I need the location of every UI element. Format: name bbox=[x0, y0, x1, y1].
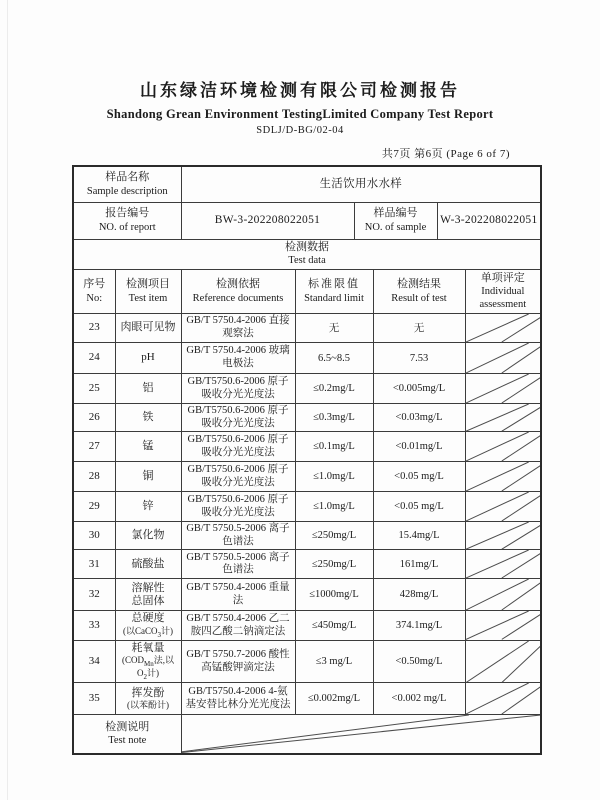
cell-reference: GB/T5750.6-2006 原子吸收分光光度法 bbox=[181, 462, 295, 492]
cell-result: 15.4mg/L bbox=[373, 522, 465, 550]
col-header-limit bbox=[295, 269, 373, 314]
item-name: 肉眼可见物 bbox=[120, 321, 176, 334]
diagonal-slash-icon bbox=[466, 522, 541, 549]
report-title-cn: 山东绿洁环境检测有限公司检测报告 bbox=[140, 81, 460, 100]
cell-result: 7.53 bbox=[373, 343, 465, 374]
diagonal-slash-icon bbox=[466, 314, 541, 342]
section-title bbox=[73, 239, 541, 269]
note-label-cn: 检测说明 bbox=[105, 720, 150, 733]
cell-result: 161mg/L bbox=[373, 550, 465, 579]
cell-assessment bbox=[465, 432, 541, 462]
table-row bbox=[73, 314, 541, 343]
table-row bbox=[73, 522, 541, 550]
section-title-en: Test data bbox=[288, 255, 326, 267]
col-header-assessment-cn: 单项评定 bbox=[480, 271, 525, 284]
cell-item bbox=[115, 462, 181, 492]
cell-limit: ≤1.0mg/L bbox=[295, 492, 373, 522]
col-header-item-en: Test item bbox=[128, 292, 168, 304]
col-header-item bbox=[115, 269, 181, 314]
cell-assessment bbox=[465, 492, 541, 522]
item-name: 溶解性 bbox=[131, 581, 165, 594]
item-qualifier-sub: 2 bbox=[143, 673, 147, 681]
table-row bbox=[73, 432, 541, 462]
cell-result: <0.03mg/L bbox=[373, 404, 465, 432]
table-row bbox=[73, 404, 541, 432]
cell-reference: GB/T 5750.5-2006 离子色谱法 bbox=[181, 522, 295, 550]
item-name: 挥发酚 bbox=[131, 686, 165, 699]
col-header-assessment bbox=[465, 269, 541, 314]
cell-result: <0.002 mg/L bbox=[373, 683, 465, 715]
report-no-label bbox=[73, 202, 181, 239]
diagonal-slash-icon bbox=[466, 641, 541, 683]
cell-limit: ≤1.0mg/L bbox=[295, 462, 373, 492]
cell-assessment bbox=[465, 640, 541, 683]
item-name: pH bbox=[141, 351, 155, 364]
table-row bbox=[73, 166, 541, 202]
diagonal-slash-icon bbox=[466, 579, 541, 610]
table-row bbox=[73, 374, 541, 404]
note-label-en: Test note bbox=[108, 735, 147, 747]
item-qualifier-text: 计) bbox=[147, 668, 159, 679]
cell-item bbox=[115, 492, 181, 522]
table-row bbox=[73, 683, 541, 715]
cell-result: 374.1mg/L bbox=[373, 611, 465, 640]
cell-no: 28 bbox=[73, 462, 115, 492]
diagonal-slash-icon bbox=[466, 550, 541, 578]
cell-limit: 6.5~8.5 bbox=[295, 343, 373, 374]
page-number-info: 共7页 第6页 (Page 6 of 7) bbox=[381, 148, 510, 160]
diagonal-slash-icon bbox=[466, 683, 541, 714]
item-qualifier bbox=[118, 626, 179, 639]
cell-item bbox=[115, 579, 181, 611]
cell-item bbox=[115, 314, 181, 343]
sample-no-value: W-3-202208022051 bbox=[437, 202, 541, 239]
item-qualifier-text: (COD bbox=[121, 655, 144, 666]
cell-reference: GB/T5750.6-2006 原子吸收分光光度法 bbox=[181, 374, 295, 404]
col-header-result-en: Result of test bbox=[391, 292, 447, 304]
cell-no: 30 bbox=[73, 522, 115, 550]
item-qualifier-sub: Mn bbox=[143, 659, 154, 668]
test-report-table bbox=[72, 165, 542, 755]
item-name: 铁 bbox=[142, 411, 154, 424]
cell-item bbox=[115, 374, 181, 404]
col-header-limit-cn: 标准限值 bbox=[308, 278, 360, 291]
col-header-reference-en: Reference documents bbox=[192, 292, 284, 304]
item-qualifier-text: 以O bbox=[137, 655, 174, 679]
table-row bbox=[73, 202, 541, 239]
col-header-assessment-en: Individual assessment bbox=[479, 285, 527, 311]
col-header-limit-en: Standard limit bbox=[304, 292, 364, 304]
table-row bbox=[73, 492, 541, 522]
cell-limit: ≤0.002mg/L bbox=[295, 683, 373, 715]
table-row bbox=[73, 239, 541, 269]
cell-assessment bbox=[465, 462, 541, 492]
sample-no-label bbox=[354, 202, 437, 239]
col-header-reference bbox=[181, 269, 295, 314]
col-header-result-cn: 检测结果 bbox=[397, 278, 441, 291]
diagonal-slash-icon bbox=[182, 715, 541, 753]
item-name-line2: 总固体 bbox=[131, 594, 165, 607]
report-no-label-cn: 报告编号 bbox=[105, 207, 150, 220]
note-label bbox=[73, 715, 181, 754]
sample-name-label-en: Sample description bbox=[86, 185, 168, 197]
cell-assessment bbox=[465, 522, 541, 550]
cell-limit: ≤3 mg/L bbox=[295, 640, 373, 683]
item-name: 锌 bbox=[142, 500, 154, 513]
cell-limit: 无 bbox=[295, 314, 373, 343]
cell-no: 34 bbox=[73, 640, 115, 683]
item-name: 硫酸盐 bbox=[131, 557, 165, 570]
cell-item bbox=[115, 550, 181, 579]
item-name: 氯化物 bbox=[131, 529, 165, 542]
cell-assessment bbox=[465, 683, 541, 715]
cell-assessment bbox=[465, 343, 541, 374]
cell-limit: ≤250mg/L bbox=[295, 550, 373, 579]
cell-item bbox=[115, 522, 181, 550]
cell-assessment bbox=[465, 611, 541, 640]
cell-reference: GB/T 5750.4-2006 重量法 bbox=[181, 579, 295, 611]
table-row bbox=[73, 611, 541, 640]
cell-item bbox=[115, 611, 181, 640]
cell-result: 无 bbox=[373, 314, 465, 343]
scan-page-edge bbox=[7, 0, 8, 800]
cell-reference: GB/T 5750.5-2006 离子色谱法 bbox=[181, 550, 295, 579]
cell-item bbox=[115, 683, 181, 715]
cell-item bbox=[115, 404, 181, 432]
cell-reference: GB/T5750.6-2006 原子吸收分光光度法 bbox=[181, 492, 295, 522]
table-row bbox=[73, 550, 541, 579]
cell-no: 23 bbox=[73, 314, 115, 343]
cell-item bbox=[115, 432, 181, 462]
table-header-row bbox=[73, 269, 541, 314]
diagonal-slash-icon bbox=[466, 404, 541, 431]
cell-limit: ≤0.1mg/L bbox=[295, 432, 373, 462]
cell-no: 35 bbox=[73, 683, 115, 715]
cell-limit: ≤250mg/L bbox=[295, 522, 373, 550]
cell-no: 26 bbox=[73, 404, 115, 432]
col-header-result bbox=[373, 269, 465, 314]
sample-name-label bbox=[73, 166, 181, 202]
item-qualifier-sub: 3 bbox=[157, 630, 161, 639]
diagonal-slash-icon bbox=[466, 343, 541, 373]
cell-item bbox=[115, 343, 181, 374]
item-qualifier bbox=[118, 655, 179, 681]
cell-no: 32 bbox=[73, 579, 115, 611]
report-no-value: BW-3-202208022051 bbox=[181, 202, 354, 239]
cell-reference: GB/T 5750.4-2006 玻璃电极法 bbox=[181, 343, 295, 374]
col-header-reference-cn: 检测依据 bbox=[216, 278, 260, 291]
table-row bbox=[73, 462, 541, 492]
col-header-no bbox=[73, 269, 115, 314]
cell-no: 24 bbox=[73, 343, 115, 374]
cell-result: 428mg/L bbox=[373, 579, 465, 611]
cell-reference: GB/T 5750.4-2006 直接观察法 bbox=[181, 314, 295, 343]
cell-assessment bbox=[465, 550, 541, 579]
report-no-label-en: NO. of report bbox=[98, 221, 156, 233]
cell-assessment bbox=[465, 579, 541, 611]
cell-no: 25 bbox=[73, 374, 115, 404]
item-name: 耗氧量 bbox=[131, 641, 165, 654]
cell-result: <0.05 mg/L bbox=[373, 462, 465, 492]
table-row bbox=[73, 579, 541, 611]
cell-result: <0.005mg/L bbox=[373, 374, 465, 404]
section-title-cn: 检测数据 bbox=[285, 240, 330, 253]
item-qualifier: (以苯酚计) bbox=[127, 700, 169, 711]
diagonal-slash-icon bbox=[466, 374, 541, 403]
sample-name-value: 生活饮用水水样 bbox=[181, 166, 541, 202]
cell-no: 33 bbox=[73, 611, 115, 640]
cell-result: <0.01mg/L bbox=[373, 432, 465, 462]
cell-assessment bbox=[465, 404, 541, 432]
cell-limit: ≤0.3mg/L bbox=[295, 404, 373, 432]
cell-reference: GB/T 5750.7-2006 酸性高锰酸钾滴定法 bbox=[181, 640, 295, 683]
cell-no: 27 bbox=[73, 432, 115, 462]
diagonal-slash-icon bbox=[466, 462, 541, 491]
doc-code: SDLJ/D-BG/02-04 bbox=[256, 125, 344, 136]
cell-reference: GB/T5750.4-2006 4-氨基安替比林分光光度法 bbox=[181, 683, 295, 715]
item-name: 铝 bbox=[142, 381, 154, 394]
cell-item bbox=[115, 640, 181, 683]
cell-reference: GB/T 5750.4-2006 乙二胺四乙酸二钠滴定法 bbox=[181, 611, 295, 640]
cell-limit: ≤0.2mg/L bbox=[295, 374, 373, 404]
item-name: 锰 bbox=[142, 440, 154, 453]
item-qualifier-text: (以CaCO bbox=[123, 625, 158, 636]
sample-no-label-cn: 样品编号 bbox=[373, 207, 418, 220]
item-qualifier-text: 计) bbox=[161, 625, 173, 636]
cell-assessment bbox=[465, 374, 541, 404]
col-header-no-cn: 序号 bbox=[83, 278, 106, 291]
diagonal-slash-icon bbox=[466, 432, 541, 461]
diagonal-slash-icon bbox=[466, 611, 541, 639]
cell-result: <0.05 mg/L bbox=[373, 492, 465, 522]
cell-reference: GB/T5750.6-2006 原子吸收分光光度法 bbox=[181, 404, 295, 432]
table-row bbox=[73, 640, 541, 683]
col-header-no-en: No: bbox=[86, 292, 103, 304]
cell-limit: ≤450mg/L bbox=[295, 611, 373, 640]
col-header-item-cn: 检测项目 bbox=[126, 278, 170, 291]
item-name: 铜 bbox=[142, 470, 154, 483]
table-row bbox=[73, 343, 541, 374]
sample-no-label-en: NO. of sample bbox=[364, 221, 427, 233]
cell-no: 31 bbox=[73, 550, 115, 579]
diagonal-slash-icon bbox=[466, 492, 541, 521]
note-cell bbox=[181, 715, 541, 754]
item-name: 总硬度 bbox=[131, 612, 165, 625]
cell-result: <0.50mg/L bbox=[373, 640, 465, 683]
cell-no: 29 bbox=[73, 492, 115, 522]
table-row bbox=[73, 715, 541, 754]
report-title-en: Shandong Grean Environment TestingLimited Company Test Report bbox=[106, 107, 494, 121]
cell-limit: ≤1000mg/L bbox=[295, 579, 373, 611]
sample-name-label-cn: 样品名称 bbox=[105, 170, 150, 183]
cell-assessment bbox=[465, 314, 541, 343]
item-qualifier-text: 法, bbox=[153, 655, 165, 666]
cell-reference: GB/T5750.6-2006 原子吸收分光光度法 bbox=[181, 432, 295, 462]
